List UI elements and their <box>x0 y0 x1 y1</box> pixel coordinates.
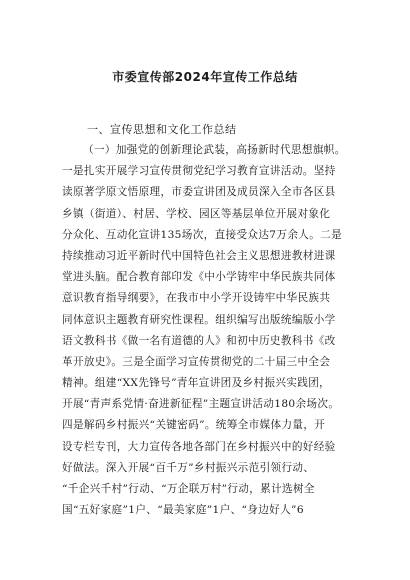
paragraph-line: 堂进头脑。配合教育部印发《中小学铸牢中华民族共同体 <box>62 271 336 284</box>
paragraph-line: 开展“青声系党情·奋进新征程”主题宣讲活动180余场次。 <box>62 398 340 411</box>
paragraph-line: 一是扎实开展学习宣传贯彻党纪学习教育宣讲活动。坚持 <box>62 165 336 178</box>
paragraph-line: （一）加强党的创新理论武装，高扬新时代思想旗帜。 <box>83 144 346 156</box>
paragraph-line: “千企兴千村”行动、“万企联万村”行动，累计选树全 <box>62 483 315 495</box>
paragraph-line: 四是解码乡村振兴“关键密码”。统筹全市媒体力量，开 <box>62 419 326 432</box>
paragraph-line: 精神。组建“XX先锋号”青年宣讲团及乡村振兴实践团， <box>62 377 331 390</box>
paragraph-line: 读原著学原文悟原理，市委宣讲团及成员深入全市各区县 <box>62 186 336 199</box>
paragraph-line: 分众化、互动化宣讲135场次，直接受众达7万余人。二是 <box>62 228 343 241</box>
paragraph-line: 好做法。深入开展“百千万”乡村振兴示范引领行动、 <box>62 461 315 474</box>
document-title: 市委宣传部2024年宣传工作总结 <box>112 70 298 84</box>
body-text <box>62 140 358 521</box>
paragraph-line: 乡镇（街道）、村居、学校、园区等基层单位开展对象化 <box>62 207 331 220</box>
paragraph-line: 语文教科书《做一名有道德的人》和初中历史教科书《改 <box>62 334 336 347</box>
paragraph-line: 设专栏专刊，大力宣传各地各部门在乡村振兴中的好经验 <box>62 440 336 453</box>
paragraph-line: 意识教育指导纲要》，在我市中小学开设铸牢中华民族共 <box>62 292 331 305</box>
paragraph-line: 同体意识主题教育研究性课程。组织编写出版统编版小学 <box>62 313 336 326</box>
paragraph-line: 持续推动习近平新时代中国特色社会主义思想进教材进课 <box>62 249 336 262</box>
paragraph-line: 国“五好家庭”1户、“最美家庭”1户、“身边好人”6 <box>62 504 304 517</box>
section-heading: 一、宣传思想和文化工作总结 <box>87 123 237 136</box>
paragraph-line: 革开放史》。三是全面学习宣传贯彻党的二十届三中全会 <box>62 355 331 368</box>
